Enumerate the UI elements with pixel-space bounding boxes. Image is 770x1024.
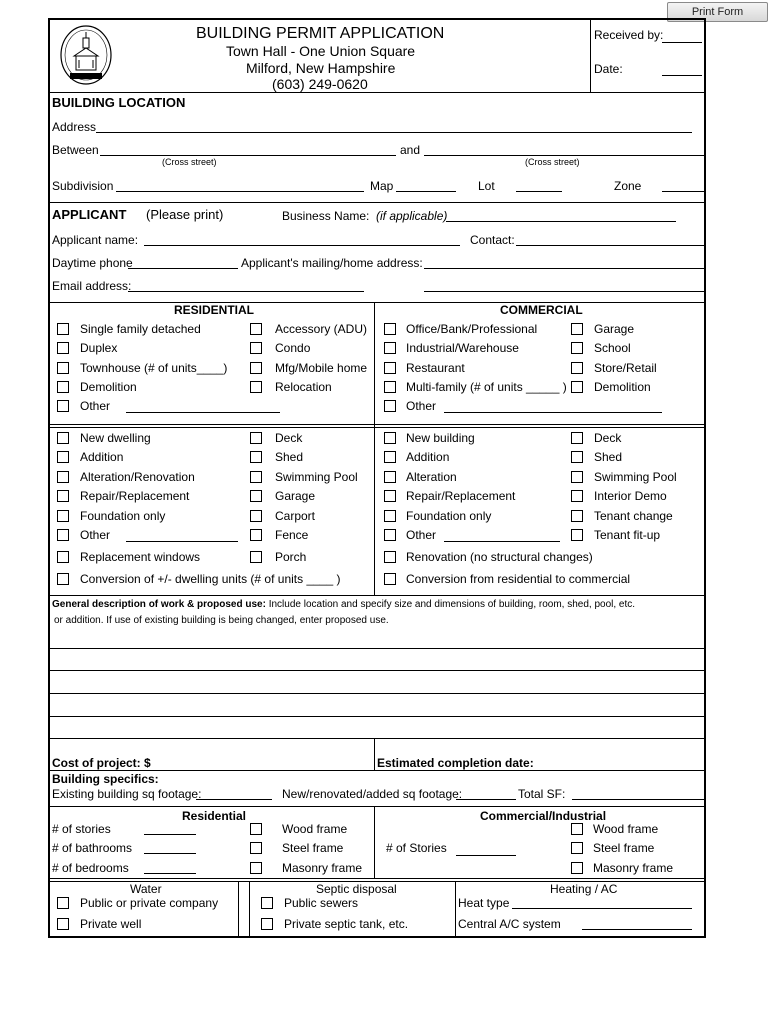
types-bottom-rule-2 [49,427,705,428]
subdivision-label: Subdivision [52,179,114,193]
form-title: BUILDING PERMIT APPLICATION [196,25,445,42]
com-work-col1-checkbox[interactable] [384,490,396,502]
com-work-col1-label: Renovation (no structural changes) [406,550,593,564]
com-work-col2-label: Deck [594,431,622,445]
map-field[interactable] [396,191,456,192]
address-field[interactable] [96,132,692,133]
res-work-col2-label: Garage [275,489,316,503]
res-work-col1-label: New dwelling [80,431,151,445]
commercial-masonry-frame-label: Masonry frame [593,861,674,875]
wood-frame-label: Wood frame [282,822,348,836]
contact-field[interactable] [516,245,704,246]
town-city-state: Milford, New Hampshire [246,60,396,76]
res-work-col2-label: Deck [275,431,303,445]
commercial-wood-frame-checkbox[interactable] [571,823,583,835]
applicant-heading: APPLICANT [52,207,127,222]
res-work-col2-checkbox[interactable] [250,471,262,483]
septic-private-checkbox[interactable] [261,918,273,930]
com-types-col1-label: Office/Bank/Professional [406,322,538,336]
bedrooms-field[interactable] [144,873,196,874]
please-print-note: (Please print) [146,207,224,222]
stories-field[interactable] [144,834,196,835]
res-types-col2-checkbox[interactable] [250,362,262,374]
res-work-col2-checkbox[interactable] [250,432,262,444]
water-public-checkbox[interactable] [57,897,69,909]
res-types-col2-label: Relocation [275,380,332,394]
cost-bottom-rule [49,770,705,771]
res-work-col1-checkbox[interactable] [57,551,69,563]
cost-divider [374,738,375,770]
total-sf-label: Total SF: [518,787,566,801]
town-phone: (603) 249-0620 [272,76,368,92]
bedrooms-label: # of bedrooms [52,861,129,875]
water-heading: Water [130,882,162,896]
daytime-phone-field[interactable] [128,268,238,269]
utilities-divider-2 [249,881,250,938]
res-types-col1-label: Townhouse (# of units____) [80,361,228,375]
water-private-checkbox[interactable] [57,918,69,930]
heat-type-label: Heat type [458,896,510,910]
description-bold: General description of work & proposed use: [52,599,266,610]
business-name-label: Business Name: [282,209,370,223]
daytime-phone-label: Daytime phone [52,256,133,270]
septic-public-checkbox[interactable] [261,897,273,909]
zone-label: Zone [614,179,642,193]
res-types-col1-label: Other [80,399,111,413]
commercial-steel-frame-checkbox[interactable] [571,842,583,854]
com-work-col1-checkbox[interactable] [384,451,396,463]
between-label: Between [52,143,99,157]
res-types-col1-checkbox[interactable] [57,342,69,354]
utilities-divider-3 [455,881,456,938]
description-instructions [52,600,635,610]
com-work-col1-checkbox[interactable] [384,529,396,541]
res-work-col2-checkbox[interactable] [250,510,262,522]
com-work-col2-checkbox[interactable] [571,451,583,463]
other-res-work-field[interactable] [126,541,238,542]
header-divider [590,19,591,93]
com-types-col1-checkbox[interactable] [384,381,396,393]
com-types-col2-label: Store/Retail [594,361,657,375]
com-work-col2-checkbox[interactable] [571,510,583,522]
res-work-col2-label: Porch [275,550,307,564]
applicant-bottom-rule [49,302,705,303]
res-work-col2-checkbox[interactable] [250,551,262,563]
bathrooms-label: # of bathrooms [52,841,133,855]
com-work-col1-label: Repair/Replacement [406,489,516,503]
res-work-col1-checkbox[interactable] [57,451,69,463]
if-applicable-note: (if applicable) [376,209,448,223]
com-work-col2-checkbox[interactable] [571,529,583,541]
res-work-col2-checkbox[interactable] [250,490,262,502]
address-label: Address [52,120,97,134]
received-by-field[interactable] [662,42,702,43]
heating-heading: Heating / AC [550,882,618,896]
and-label: and [400,143,421,157]
res-work-col1-label: Alteration/Renovation [80,470,195,484]
com-work-col1-checkbox[interactable] [384,432,396,444]
header-bottom-rule [49,92,705,93]
res-work-col1-checkbox[interactable] [57,432,69,444]
com-types-col2-checkbox[interactable] [571,323,583,335]
masonry-frame-checkbox[interactable] [250,862,262,874]
com-types-col1-checkbox[interactable] [384,323,396,335]
estimated-completion-label: Estimated completion date: [377,756,534,770]
res-work-col1-label: Conversion of +/- dwelling units (# of units ____ ) [80,572,341,586]
stories-label: # of stories [52,822,111,836]
com-work-col1-checkbox[interactable] [384,471,396,483]
specifics-commercial-heading: Commercial/Industrial [480,809,607,823]
email-field[interactable] [128,291,364,292]
com-work-col1-label: Other [406,528,437,542]
applicant-name-field[interactable] [144,245,460,246]
septic-public-label: Public sewers [284,896,359,910]
applicant-name-label: Applicant name: [52,233,139,247]
building-specifics-heading: Building specifics: [52,772,159,786]
types-bottom-rule [49,424,705,425]
res-work-col1-label: Foundation only [80,509,166,523]
res-types-col1-checkbox[interactable] [57,381,69,393]
date-label: Date: [594,62,623,76]
res-types-col2-checkbox[interactable] [250,323,262,335]
res-types-col2-label: Condo [275,341,311,355]
com-types-col2-label: Demolition [594,380,651,394]
heat-type-field[interactable] [512,908,692,909]
building-location-heading: BUILDING LOCATION [52,95,186,110]
res-work-col1-checkbox[interactable] [57,490,69,502]
com-types-col1-checkbox[interactable] [384,362,396,374]
cross-street-2-field[interactable] [424,155,706,156]
septic-private-label: Private septic tank, etc. [284,917,409,931]
masonry-frame-label: Masonry frame [282,861,363,875]
com-work-col2-checkbox[interactable] [571,490,583,502]
res-types-col1-label: Demolition [80,380,137,394]
com-work-col1-label: Conversion from residential to commercial [406,572,631,586]
residential-heading: RESIDENTIAL [174,303,255,317]
town-seal-icon [59,24,113,86]
mailing-address-field[interactable] [424,268,704,269]
res-types-col1-checkbox[interactable] [57,400,69,412]
res-work-col2-checkbox[interactable] [250,529,262,541]
steel-frame-checkbox[interactable] [250,842,262,854]
res-types-col1-checkbox[interactable] [57,323,69,335]
res-types-col1-checkbox[interactable] [57,362,69,374]
commercial-steel-frame-label: Steel frame [593,841,655,855]
description-line-4[interactable] [49,716,705,717]
com-work-col1-checkbox[interactable] [384,510,396,522]
date-field[interactable] [662,75,702,76]
print-form-button[interactable]: Print Form [667,2,768,22]
type-section-divider [374,302,375,596]
cost-of-project-label: Cost of project: $ [52,756,151,770]
other-res-field[interactable] [126,412,280,413]
central-ac-field[interactable] [582,929,692,930]
res-work-col1-checkbox[interactable] [57,510,69,522]
com-types-col2-label: Garage [594,322,635,336]
com-work-col1-checkbox[interactable] [384,551,396,563]
com-work-col1-label: New building [406,431,475,445]
res-work-col1-label: Repair/Replacement [80,489,190,503]
commercial-heading: COMMERCIAL [500,303,583,317]
res-work-col2-label: Carport [275,509,316,523]
res-types-col2-label: Mfg/Mobile home [275,361,368,375]
com-types-col2-checkbox[interactable] [571,342,583,354]
commercial-stories-label: # of Stories [386,841,447,855]
res-work-col1-label: Addition [80,450,124,464]
com-work-col1-label: Addition [406,450,450,464]
res-work-col2-checkbox[interactable] [250,451,262,463]
cross-street-1-field[interactable] [100,155,396,156]
com-work-col2-label: Shed [594,450,623,464]
commercial-wood-frame-label: Wood frame [593,822,659,836]
description-line-2[interactable] [49,670,705,671]
res-types-col1-label: Single family detached [80,322,201,336]
specifics-rule [49,806,705,807]
contact-label: Contact: [470,233,515,247]
com-work-col2-label: Swimming Pool [594,470,677,484]
res-types-col2-checkbox[interactable] [250,381,262,393]
com-types-col1-label: Restaurant [406,361,465,375]
com-types-col1-label: Multi-family (# of units _____ ) [406,380,567,394]
commercial-stories-field[interactable] [456,855,516,856]
res-work-col1-label: Other [80,528,111,542]
zone-field[interactable] [662,191,704,192]
com-types-col2-checkbox[interactable] [571,381,583,393]
com-types-col1-label: Industrial/Warehouse [406,341,519,355]
new-sqft-label: New/renovated/added sq footage: [282,787,463,801]
wood-frame-checkbox[interactable] [250,823,262,835]
res-work-col1-checkbox[interactable] [57,529,69,541]
cross-street-2-caption: (Cross street) [525,157,580,167]
lot-field[interactable] [516,191,562,192]
res-types-col2-label: Accessory (ADU) [275,322,368,336]
res-work-col2-label: Swimming Pool [275,470,358,484]
septic-heading: Septic disposal [316,882,397,896]
com-work-col2-label: Tenant change [594,509,673,523]
other-com-work-field[interactable] [444,541,560,542]
specifics-residential-heading: Residential [182,809,247,823]
com-work-col1-checkbox[interactable] [384,573,396,585]
res-work-col1-checkbox[interactable] [57,471,69,483]
other-com-field[interactable] [444,412,662,413]
map-label: Map [370,179,394,193]
bathrooms-field[interactable] [144,853,196,854]
existing-sqft-field[interactable] [196,799,272,800]
res-types-col1-label: Duplex [80,341,118,355]
work-bottom-rule [49,595,705,596]
water-private-label: Private well [80,917,142,931]
existing-sqft-label: Existing building sq footage: [52,787,202,801]
specifics-divider [374,806,375,878]
com-work-col1-label: Alteration [406,470,457,484]
commercial-masonry-frame-checkbox[interactable] [571,862,583,874]
utilities-divider-1 [238,881,239,938]
lot-label: Lot [478,179,495,193]
description-line-5[interactable] [49,738,705,739]
town-hall-address: Town Hall - One Union Square [226,43,416,59]
location-bottom-rule [49,202,705,203]
central-ac-label: Central A/C system [458,917,561,931]
com-types-col1-checkbox[interactable] [384,400,396,412]
com-types-col2-label: School [594,341,631,355]
com-work-col2-checkbox[interactable] [571,432,583,444]
total-sf-field[interactable] [572,799,704,800]
com-work-col1-label: Foundation only [406,509,492,523]
received-by-label: Received by: [594,28,664,42]
description-line-3[interactable] [49,693,705,694]
steel-frame-label: Steel frame [282,841,344,855]
email-field-2[interactable] [424,291,704,292]
new-sqft-field[interactable] [456,799,516,800]
email-label: Email address: [52,279,132,293]
res-work-col1-label: Replacement windows [80,550,201,564]
com-types-col1-checkbox[interactable] [384,342,396,354]
com-types-col2-checkbox[interactable] [571,362,583,374]
water-public-label: Public or private company [80,896,219,910]
res-work-col1-checkbox[interactable] [57,573,69,585]
description-text-1: Include location and specify size and dimensions of building, room, shed, pool, etc. [268,599,636,610]
res-work-col2-label: Fence [275,528,309,542]
subdivision-field[interactable] [116,191,364,192]
description-line-1[interactable] [49,648,705,649]
com-types-col1-label: Other [406,399,437,413]
res-work-col2-label: Shed [275,450,304,464]
mailing-address-label: Applicant's mailing/home address: [241,256,423,270]
res-types-col2-checkbox[interactable] [250,342,262,354]
description-text-2: or addition. If use of existing building is being changed, enter proposed use. [54,615,389,626]
com-work-col2-label: Interior Demo [594,489,667,503]
com-work-col2-checkbox[interactable] [571,471,583,483]
com-work-col2-label: Tenant fit-up [594,528,661,542]
business-name-field[interactable] [446,221,676,222]
specifics-bottom-rule [49,878,705,879]
cross-street-1-caption: (Cross street) [162,157,217,167]
